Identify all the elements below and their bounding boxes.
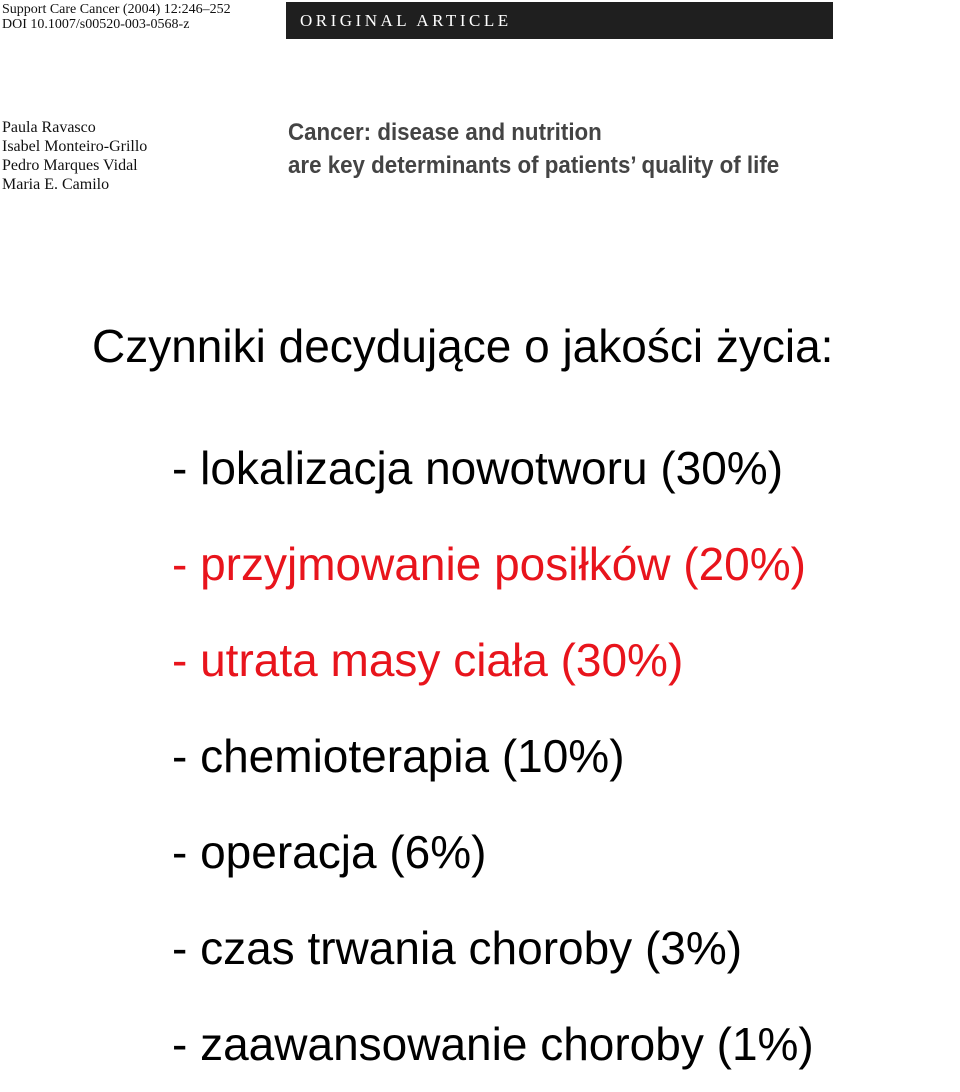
factor-item: - lokalizacja nowotworu (30%) bbox=[172, 442, 784, 494]
factor-item: - czas trwania choroby (3%) bbox=[172, 922, 743, 974]
factor-item: - operacja (6%) bbox=[172, 826, 487, 878]
citation-journal: Support Care Cancer (2004) 12:246–252 bbox=[2, 2, 231, 17]
author-list bbox=[2, 118, 147, 194]
factor-item: - utrata masy ciała (30%) bbox=[172, 634, 684, 686]
paper-title-line: Cancer: disease and nutrition bbox=[288, 119, 602, 146]
article-type-banner: ORIGINAL ARTICLE bbox=[286, 2, 833, 39]
journal-citation bbox=[2, 2, 231, 32]
citation-doi: DOI 10.1007/s00520-003-0568-z bbox=[2, 17, 190, 32]
slide-heading: Czynniki decydujące o jakości życia: bbox=[92, 320, 834, 372]
factor-item: - chemioterapia (10%) bbox=[172, 730, 625, 782]
author-name: Maria E. Camilo bbox=[2, 176, 110, 193]
author-name: Isabel Monteiro-Grillo bbox=[2, 138, 148, 155]
factor-item: - przyjmowanie posiłków (20%) bbox=[172, 538, 806, 590]
factor-item: - zaawansowanie choroby (1%) bbox=[172, 1018, 814, 1070]
author-name: Paula Ravasco bbox=[2, 119, 96, 136]
paper-title bbox=[288, 116, 779, 182]
paper-title-line: are key determinants of patients’ quality of life bbox=[288, 152, 780, 179]
author-name: Pedro Marques Vidal bbox=[2, 157, 138, 174]
factor-list bbox=[172, 420, 814, 1092]
